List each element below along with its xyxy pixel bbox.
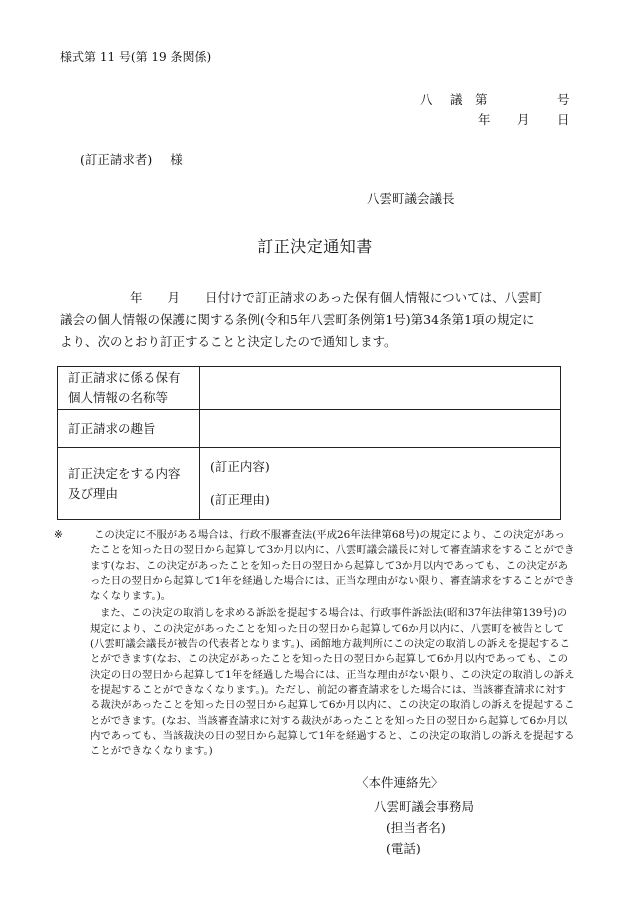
form-number: 様式第 11 号(第 19 条関係) [60,50,212,64]
addressee-honorific: 様 [170,152,183,167]
correction-content-label: (訂正内容) [210,459,270,474]
notice-body [60,287,575,353]
row2-value [200,410,561,448]
note-paragraph-1 [54,528,575,604]
date-month: 月 [517,112,530,127]
note-paragraph-2: また、この決定の取消しを求める訴訟を提起する場合は、行政事件訴訟法(昭和37年法律第139号)の規定により、この決定があったことを知った日の翌日から起算して6か月以内に、八雲町を被告として(八雲町議会議長が被告の代表者となります。)、函館地方裁判所にこの決定の取消しの訴えを提起することができます(なお、この決定があったことを知った日の翌日から起算して6か月以内であっても、この決定の日の翌日から起算して1年を経過した場合には、正当な理由がない限り、この決定の取消しの訴えを提起することができなくなります。)。ただし、前記の審査請求をした場合には、当該審査請求に対する裁決があったことを知った日の翌日から起算して6か月以内に、この決定の取消しの訴えを提起することができます。(なお、当該審査請求に対する裁決があったことを知った日の翌日から起算して6か月以内であっても、当該裁決の日の翌日から起算して1年を経過すると、この決定の取消しの訴えを提起することができなくなります。) [90,607,575,758]
reference-mid: 議 [450,92,463,107]
row3-value [200,448,561,520]
reference-go: 号 [557,92,570,107]
reference-prefix: 八 [420,92,433,107]
contact-person: (担当者名) [386,820,446,835]
date-day: 日 [557,112,570,127]
body-line-1 [60,287,575,309]
body-line1-rest: 日付けで訂正請求のあった保有個人情報については、八雲町 [205,290,543,305]
issuer: 八雲町議会議長 [367,191,455,206]
note-text-1: この決定に不服がある場合は、行政不服審査法(平成26年法律第68号)の規定により、この決定があったことを知った日の翌日から起算して3か月以内に、八雲町議会議長に対して審査請求をすることができます(なお、この決定があったことを知った日の翌日から起算して3か月以内であっても、この決定があった日の翌日から起算して1年を経過した場合には、正当な理由がない限り、審査請求をすることができなくなります。)。 [90,529,575,603]
row3-label-line1: 訂正決定をする内容 [68,465,181,481]
body-year: 年 [130,290,143,305]
body-month: 月 [167,290,181,305]
addressee-label: (訂正請求者) [80,152,153,167]
row1-label [58,367,200,410]
table-row [58,367,561,410]
row3-label-line2: 及び理由 [68,485,119,501]
date-year: 年 [478,112,491,127]
document-title: 訂正決定通知書 [257,237,373,256]
row1-value [200,367,561,410]
addressee [80,150,183,168]
row3-label [58,448,200,520]
contact-office: 八雲町議会事務局 [374,799,475,814]
contact-phone: (電話) [386,841,421,856]
row2-label: 訂正請求の趣旨 [58,410,200,448]
row1-label-line2: 個人情報の名称等 [68,390,169,405]
row1-label-line1: 訂正請求に係る保有 [68,370,181,385]
body-line-3: より、次のとおり訂正することと決定したので通知します。 [60,334,397,349]
table-row [58,410,561,448]
appeal-notes [54,528,575,759]
contact-heading: 〈本件連絡先〉 [356,775,444,790]
table-row [58,448,561,520]
body-line-2: 議会の個人情報の保護に関する条例(令和5年八雲町条例第1号)第34条第1項の規定に [60,312,535,327]
correction-reason-label: (訂正理由) [210,492,270,507]
reference-dai: 第 [475,92,488,107]
note-mark: ※ [54,529,63,541]
decision-table [57,366,561,520]
